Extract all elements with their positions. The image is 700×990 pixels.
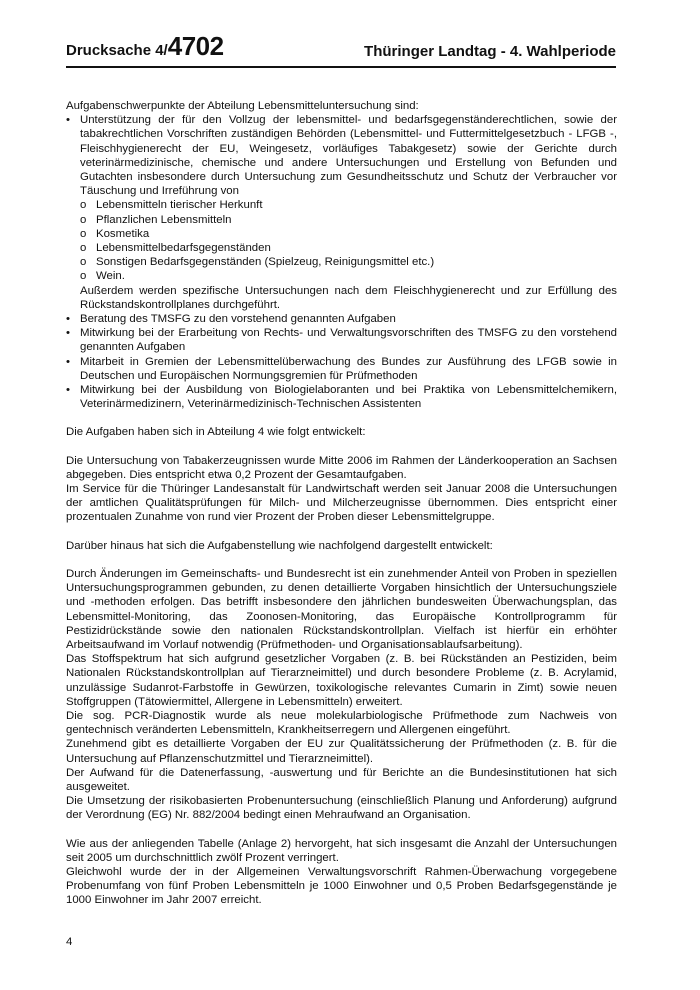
task-item xyxy=(66,113,617,312)
substance-spectrum-paragraph: Das Stoffspektrum hat sich aufgrund gesetzlicher Vorgaben (z. B. bei Rückständen an Pestiziden, beim Nationalen Rückstandskontrollplan auf Tierarzneimittel) und durch besondere Probleme (z. B. Acrylamid, unzulässige Sudanrot-Farbstoffe in Gewürzen, toxikologische relevantes Cumarin in Zimt) sowie neuen Stoffgruppen (Tätowiermittel, Allergene in Lebensmitteln) erweitert. xyxy=(66,653,617,708)
bullet-marker: • xyxy=(66,355,70,368)
task-text: Unterstützung der für den Vollzug der lebensmittel- und bedarfsgegenständerechtlichen, sowie der tabakrechtlichen Vorschriften zuständigen Behörden (Lebensmittel- und Futtermittelgesetzbuch - LFGB -, Fleischhygienerecht der EU, Weingesetz, vorläufiges Tabakgesetz) sowie der Gerichte durch veterinärmedizinische, chemische und andere Untersuchungen und Erstellung von Befunden und Gutachten insbesondere durch Untersuchung zum Gesundheitsschutz und Schutz der Verbraucher vor Täuschung und Irreführung von xyxy=(80,114,617,198)
task-additional-text: Außerdem werden spezifische Untersuchungen nach dem Fleischhygienerecht und zur Erfüllung des Rückstandskontrollplanes durchgeführt. xyxy=(80,284,617,311)
eu-requirements-paragraph: Zunehmend gibt es detaillierte Vorgaben der EU zur Qualitätssicherung der Prüfmethoden (z. B. für die Untersuchung auf Pflanzenschutzmittel und Tierarzneimittel). xyxy=(66,738,617,765)
spacer xyxy=(66,411,617,425)
spacer xyxy=(66,823,617,837)
task-item xyxy=(66,355,617,383)
product-item xyxy=(80,213,617,227)
circle-marker: o xyxy=(80,270,87,283)
task-item xyxy=(66,326,617,354)
task-text: Mitwirkung bei der Ausbildung von Biologielaboranten und bei Praktika von Lebensmittelchemikern, Veterinärmedizinern, Veterinärmedizinisch-Technischen Assistenten xyxy=(80,384,617,411)
spacer xyxy=(66,440,617,454)
task-list xyxy=(66,113,617,411)
product-list xyxy=(80,198,617,283)
product-item xyxy=(80,227,617,241)
task-text: Mitwirkung bei der Erarbeitung von Rechts- und Verwaltungsvorschriften des TMSFG zu den vorstehend genannten Aufgaben xyxy=(80,327,617,354)
task-item xyxy=(66,383,617,411)
development-intro: Die Aufgaben haben sich in Abteilung 4 wie folgt entwickelt: xyxy=(66,426,366,439)
document-number-value: 4702 xyxy=(167,31,224,61)
spacer xyxy=(66,553,617,567)
product-text: Sonstigen Bedarfsgegenständen (Spielzeug, Reinigungsmittel etc.) xyxy=(96,256,435,269)
circle-marker: o xyxy=(80,199,87,212)
page-number: 4 xyxy=(66,936,73,948)
pcr-paragraph: Die sog. PCR-Diagnostik wurde als neue molekularbiologische Prüfmethode zum Nachweis von gentechnisch veränderten Lebensmitteln, Krankheitserregern und Allergenen eingeführt. xyxy=(66,709,617,737)
circle-marker: o xyxy=(80,242,87,255)
further-development-paragraph: Darüber hinaus hat sich die Aufgabenstellung wie nachfolgend dargestellt entwickelt: xyxy=(66,539,493,552)
product-item xyxy=(80,269,617,283)
spacer xyxy=(66,525,617,539)
task-item xyxy=(66,312,617,326)
bullet-marker: • xyxy=(66,327,70,340)
task-text: Mitarbeit in Gremien der Lebensmittelüberwachung des Bundes zur Ausführung des LFGB sowie in Deutschen und Europäischen Normungsgremien für Prüfmethoden xyxy=(80,355,617,382)
risk-based-paragraph: Die Umsetzung der risikobasierten Probenuntersuchung (einschließlich Planung und Anforderung) aufgrund der Verordnung (EG) Nr. 882/2004 bedingt einen Mehraufwand an Organisation. xyxy=(66,795,617,822)
service-paragraph: Im Service für die Thüringer Landesanstalt für Landwirtschaft werden seit Januar 2008 die Untersuchungen der amtlichen Qualitätsprüfungen für Milch- und Milcherzeugnisse übernommen. Dies entspricht einer prozentualen Zunahme von rund vier Prozent der Proben dieser Lebensmittelgruppe. xyxy=(66,483,617,524)
product-item xyxy=(80,255,617,269)
product-text: Wein. xyxy=(96,270,125,283)
table-reference-paragraph: Wie aus der anliegenden Tabelle (Anlage 2) hervorgeht, hat sich insgesamt die Anzahl der Untersuchungen seit 2005 um durchschnittlich zwölf Prozent verringert. xyxy=(66,837,617,864)
circle-marker: o xyxy=(80,256,87,269)
product-text: Pflanzlichen Lebensmitteln xyxy=(96,213,232,226)
task-text: Beratung des TMSFG zu den vorstehend genannten Aufgaben xyxy=(80,313,396,326)
parliament-title: Thüringer Landtag - 4. Wahlperiode xyxy=(364,43,616,60)
legal-changes-paragraph: Durch Änderungen im Gemeinschafts- und Bundesrecht ist ein zunehmender Anteil von Proben in speziellen Untersuchungsprogrammen gebunden, zu denen detaillierte Vorgaben hinsichtlich der Untersuchungsziele und -methoden erfolgen. Das betrifft insbesondere den jährlichen bundesweiten Überwachungsplan, das Lebensmittel-Monitoring, das Zoonosen-Monitoring, das Europäische Kontrollprogramm für Pestizidrückstände sowie den nationalen Rückstandskontrollplan. Vielfach ist hierfür ein erhöhter Arbeitsaufwand im Vorlauf notwendig (Prüfmethoden- und Organisationsablaufsarbeitung). xyxy=(66,567,617,651)
page-header xyxy=(66,30,616,68)
product-text: Lebensmitteln tierischer Herkunft xyxy=(96,199,263,212)
reporting-effort-paragraph: Der Aufwand für die Datenerfassung, -auswertung und für Berichte an die Bundesinstitutionen hat sich ausgeweitet. xyxy=(66,766,617,793)
document-number xyxy=(66,31,224,62)
intro-paragraph: Aufgabenschwerpunkte der Abteilung Lebensmitteluntersuchung sind: xyxy=(66,100,419,112)
bullet-marker: • xyxy=(66,114,70,127)
bullet-marker: • xyxy=(66,313,70,326)
bullet-marker: • xyxy=(66,384,70,397)
product-text: Lebensmittelbedarfsgegenständen xyxy=(96,242,271,255)
document-number-prefix: Drucksache 4/ xyxy=(66,42,168,59)
tobacco-paragraph: Die Untersuchung von Tabakerzeugnissen wurde Mitte 2006 im Rahmen der Länderkooperation an Sachsen abgegeben. Dies entspricht etwa 0,2 Prozent der Gesamtaufgaben. xyxy=(66,454,617,481)
sample-volume-paragraph: Gleichwohl wurde der in der Allgemeinen Verwaltungsvorschrift Rahmen-Überwachung vorgegebene Probenumfang von fünf Proben Lebensmitteln je 1000 Einwohner und 0,5 Proben Bedarfsgegenstände je 1000 Einwohner im Jahr 2007 erreicht. xyxy=(66,865,617,907)
product-text: Kosmetika xyxy=(96,227,150,240)
product-item xyxy=(80,241,617,255)
document-body xyxy=(66,99,617,908)
circle-marker: o xyxy=(80,227,87,240)
circle-marker: o xyxy=(80,213,87,226)
product-item xyxy=(80,198,617,212)
